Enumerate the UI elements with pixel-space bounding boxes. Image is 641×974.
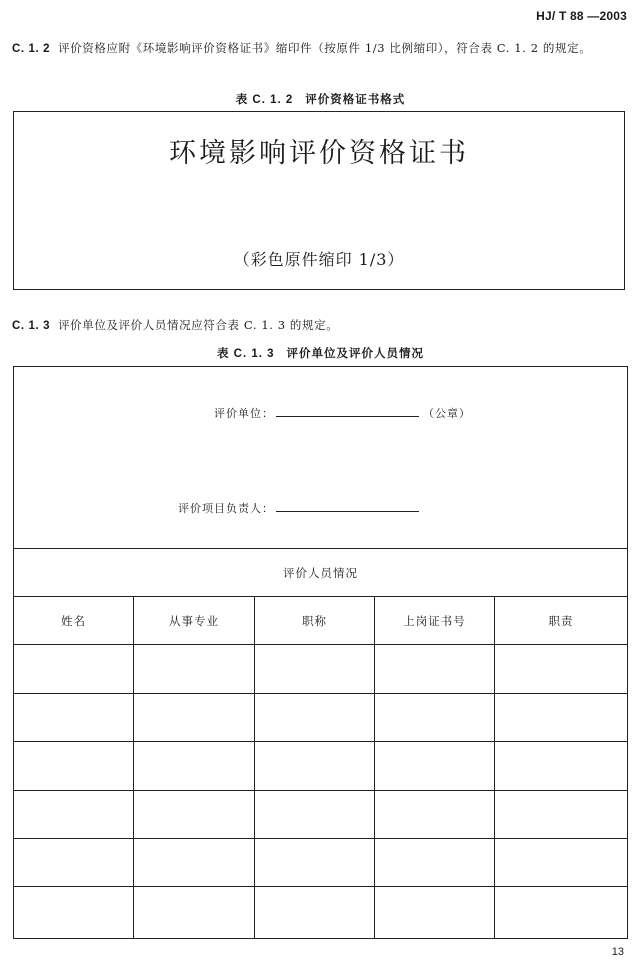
- table-cell: [375, 742, 495, 791]
- table-cell: [495, 694, 628, 742]
- table-c-1-2-caption: [0, 91, 641, 107]
- table-cell: [14, 839, 134, 887]
- table-cell: [495, 791, 628, 839]
- table-cell: [495, 887, 628, 939]
- table-cell: [495, 839, 628, 887]
- table-c-1-3-caption: [0, 345, 641, 361]
- table-caption-text: 评价资格证书格式: [305, 94, 406, 106]
- table-cell: [14, 645, 134, 694]
- paragraph-c-1-3: [12, 315, 628, 337]
- table-cell: [134, 887, 255, 939]
- leader-label: 评价项目负责人：: [178, 502, 274, 515]
- table-cell: [255, 791, 375, 839]
- column-header: 姓名: [14, 597, 134, 645]
- seal-label: （公章）: [423, 407, 471, 420]
- table-cell: [134, 694, 255, 742]
- table-number: 表 C. 1. 2: [235, 94, 294, 106]
- staff-table: [13, 366, 628, 939]
- certificate-note: （彩色原件缩印 1/3）: [233, 250, 405, 269]
- clause-number: C. 1. 2: [12, 43, 51, 55]
- table-cell: [495, 645, 628, 694]
- table-row: [14, 645, 628, 694]
- table-cell: [134, 791, 255, 839]
- column-header: 从事专业: [134, 597, 255, 645]
- unit-label: 评价单位：: [214, 407, 274, 420]
- clause-number: C. 1. 3: [12, 320, 51, 332]
- paragraph-c-1-2: [12, 38, 628, 60]
- table-cell: [495, 742, 628, 791]
- table-caption-text: 评价单位及评价人员情况: [286, 348, 425, 360]
- certificate-title: 环境影响评价资格证书: [169, 138, 469, 169]
- clause-text: 评价资格应附《环境影响评价资格证书》缩印件（按原件 1/3 比例缩印），符合表 C. 1. 2 的规定。: [58, 41, 592, 55]
- column-header: 职责: [495, 597, 628, 645]
- page-number: 13: [611, 946, 624, 958]
- table-cell: [375, 694, 495, 742]
- column-header-row: [14, 597, 628, 645]
- unit-info-cell: [14, 367, 628, 549]
- staff-section-label: 评价人员情况: [14, 549, 628, 597]
- staff-section-row: [14, 549, 628, 597]
- table-cell: [375, 887, 495, 939]
- table-cell: [255, 694, 375, 742]
- column-header: 上岗证书号: [375, 597, 495, 645]
- leader-field: [178, 500, 423, 516]
- table-cell: [134, 645, 255, 694]
- table-cell: [375, 839, 495, 887]
- table-row: [14, 694, 628, 742]
- clause-text: 评价单位及评价人员情况应符合表 C. 1. 3 的规定。: [58, 318, 339, 332]
- table-cell: [134, 742, 255, 791]
- table-cell: [255, 887, 375, 939]
- table-cell: [14, 887, 134, 939]
- table-row: [14, 742, 628, 791]
- table-cell: [14, 742, 134, 791]
- table-cell: [375, 791, 495, 839]
- table-cell: [255, 645, 375, 694]
- column-header: 职称: [255, 597, 375, 645]
- unit-blank-line: [276, 405, 419, 417]
- table-cell: [14, 694, 134, 742]
- table-cell: [255, 839, 375, 887]
- table-cell: [255, 742, 375, 791]
- table-cell: [134, 839, 255, 887]
- table-row: [14, 839, 628, 887]
- table-row: [14, 887, 628, 939]
- leader-blank-line: [276, 500, 419, 512]
- table-row: [14, 791, 628, 839]
- table-cell: [14, 791, 134, 839]
- unit-info-row: [14, 367, 628, 549]
- certificate-format-box: [13, 111, 625, 290]
- table-cell: [375, 645, 495, 694]
- table-number: 表 C. 1. 3: [216, 348, 275, 360]
- unit-field: [214, 405, 471, 421]
- standard-code: HJ/ T 88 —2003: [536, 9, 627, 23]
